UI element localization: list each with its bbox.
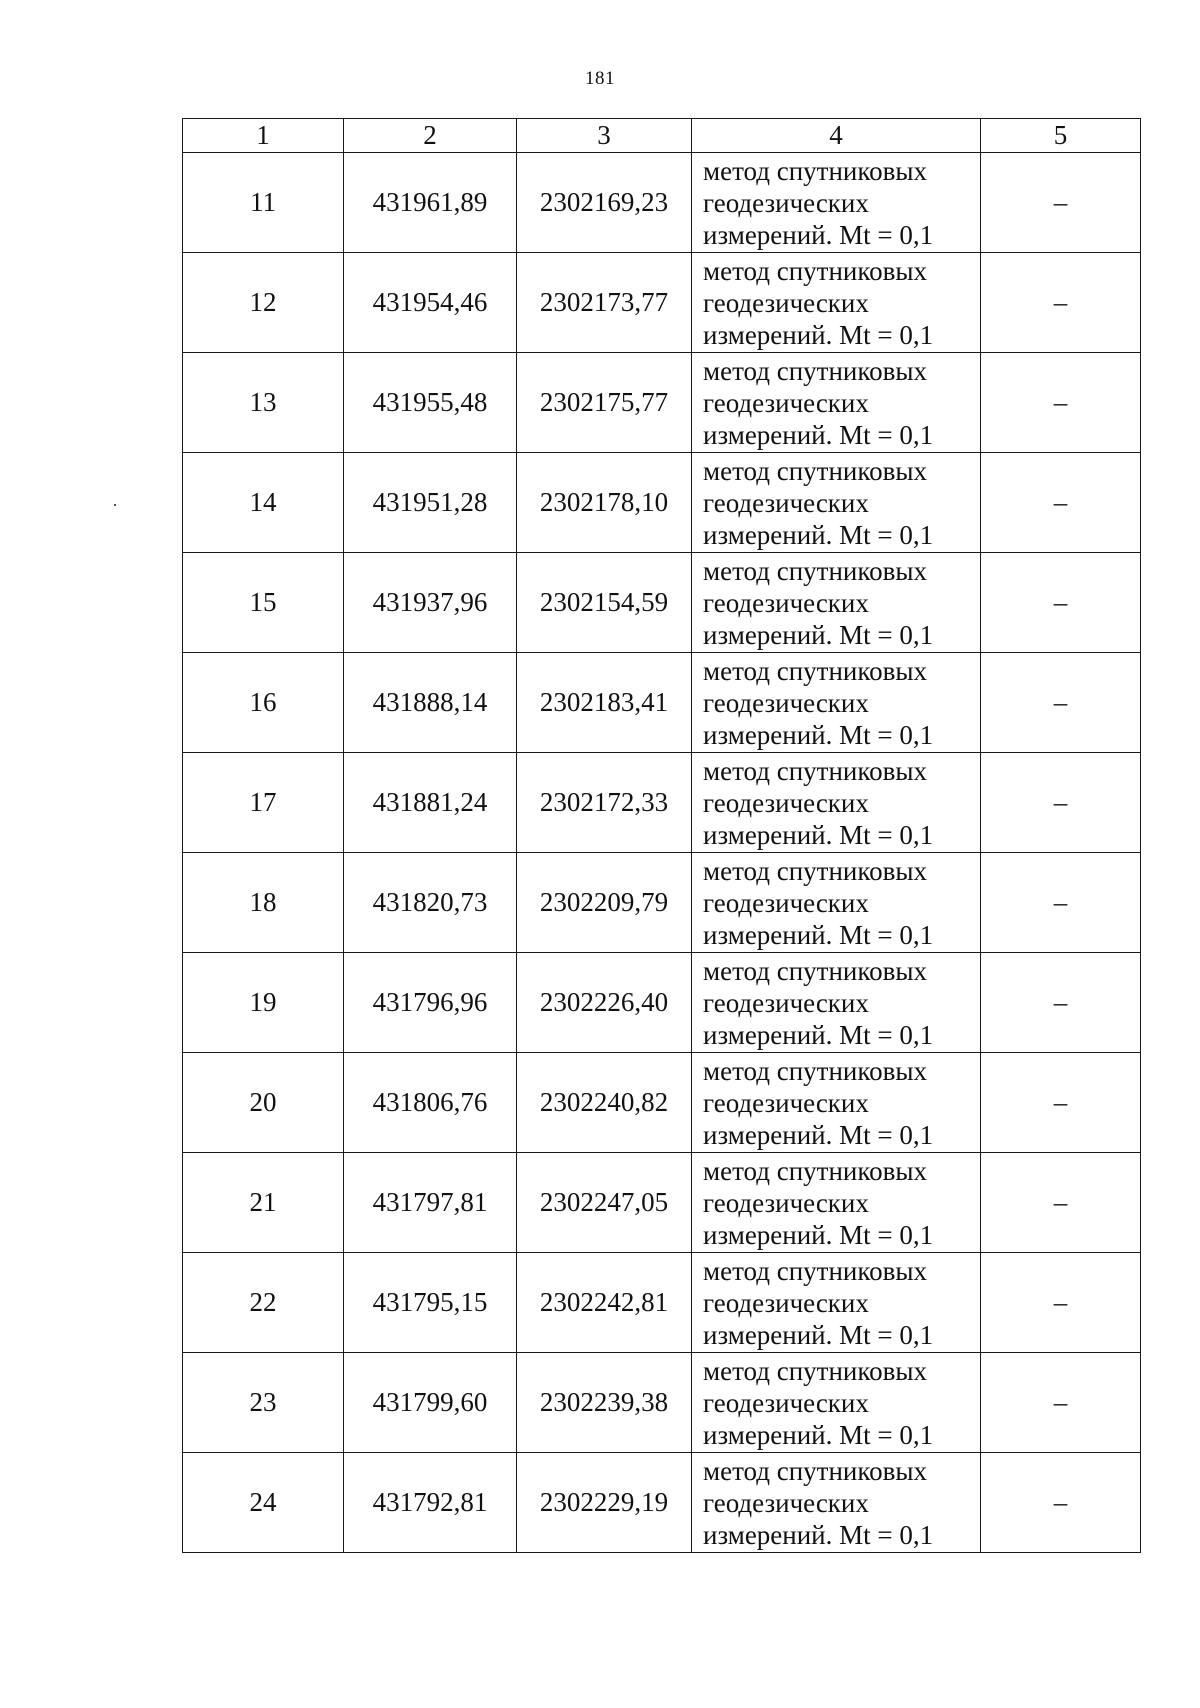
method-line-1: метод спутниковых: [703, 755, 927, 786]
method-cell: [692, 353, 981, 453]
y-coordinate-cell: 2302239,38: [517, 1353, 692, 1453]
table-row: [183, 253, 1141, 353]
method-line-1: метод спутниковых: [703, 1455, 927, 1486]
method-line-2: геодезических: [703, 687, 869, 718]
header-cell-4: 4: [692, 119, 981, 153]
note-cell: –: [981, 1153, 1141, 1253]
x-coordinate-cell: 431937,96: [344, 553, 517, 653]
point-number-cell: 15: [183, 553, 344, 653]
table-row: [183, 753, 1141, 853]
point-number-cell: 16: [183, 653, 344, 753]
point-number-cell: 17: [183, 753, 344, 853]
x-coordinate-cell: 431888,14: [344, 653, 517, 753]
method-cell: [692, 1053, 981, 1153]
y-coordinate-cell: 2302178,10: [517, 453, 692, 553]
table-row: [183, 653, 1141, 753]
method-line-1: метод спутниковых: [703, 655, 927, 686]
method-line-1: метод спутниковых: [703, 155, 927, 186]
method-line-3: измерений. Mt = 0,1: [703, 1419, 934, 1450]
x-coordinate-cell: 431961,89: [344, 153, 517, 253]
method-line-2: геодезических: [703, 487, 869, 518]
x-coordinate-cell: 431792,81: [344, 1453, 517, 1553]
method-line-2: геодезических: [703, 887, 869, 918]
y-coordinate-cell: 2302240,82: [517, 1053, 692, 1153]
table-row: [183, 853, 1141, 953]
method-line-2: геодезических: [703, 987, 869, 1018]
point-number-cell: 24: [183, 1453, 344, 1553]
method-cell: [692, 853, 981, 953]
point-number-cell: 18: [183, 853, 344, 953]
method-cell: [692, 653, 981, 753]
method-line-1: метод спутниковых: [703, 955, 927, 986]
x-coordinate-cell: 431799,60: [344, 1353, 517, 1453]
x-coordinate-cell: 431797,81: [344, 1153, 517, 1253]
table-row: [183, 553, 1141, 653]
method-line-2: геодезических: [703, 187, 869, 218]
method-line-3: измерений. Mt = 0,1: [703, 419, 934, 450]
method-line-3: измерений. Mt = 0,1: [703, 219, 934, 250]
method-line-3: измерений. Mt = 0,1: [703, 719, 934, 750]
method-line-2: геодезических: [703, 587, 869, 618]
note-cell: –: [981, 1253, 1141, 1353]
method-line-3: измерений. Mt = 0,1: [703, 1119, 934, 1150]
method-cell: [692, 1453, 981, 1553]
scan-speck: [114, 504, 116, 506]
coordinates-table: [182, 118, 1141, 1553]
y-coordinate-cell: 2302247,05: [517, 1153, 692, 1253]
point-number-cell: 13: [183, 353, 344, 453]
method-line-2: геодезических: [703, 1487, 869, 1518]
method-cell: [692, 453, 981, 553]
note-cell: –: [981, 853, 1141, 953]
table-body: [183, 153, 1141, 1553]
method-line-2: геодезических: [703, 1287, 869, 1318]
table-row: [183, 153, 1141, 253]
note-cell: –: [981, 253, 1141, 353]
method-cell: [692, 153, 981, 253]
method-line-1: метод спутниковых: [703, 1355, 927, 1386]
method-line-2: геодезических: [703, 387, 869, 418]
method-line-1: метод спутниковых: [703, 1155, 927, 1186]
table-row: [183, 953, 1141, 1053]
method-line-3: измерений. Mt = 0,1: [703, 1019, 934, 1050]
table-header: [183, 119, 1141, 153]
y-coordinate-cell: 2302175,77: [517, 353, 692, 453]
y-coordinate-cell: 2302229,19: [517, 1453, 692, 1553]
method-line-3: измерений. Mt = 0,1: [703, 1319, 934, 1350]
x-coordinate-cell: 431954,46: [344, 253, 517, 353]
y-coordinate-cell: 2302169,23: [517, 153, 692, 253]
table-row: [183, 1053, 1141, 1153]
header-cell-1: 1: [183, 119, 344, 153]
x-coordinate-cell: 431795,15: [344, 1253, 517, 1353]
method-cell: [692, 953, 981, 1053]
method-line-3: измерений. Mt = 0,1: [703, 519, 934, 550]
table-row: [183, 1353, 1141, 1453]
method-line-1: метод спутниковых: [703, 555, 927, 586]
method-line-3: измерений. Mt = 0,1: [703, 919, 934, 950]
y-coordinate-cell: 2302242,81: [517, 1253, 692, 1353]
method-line-1: метод спутниковых: [703, 255, 927, 286]
table-row: [183, 1453, 1141, 1553]
method-line-3: измерений. Mt = 0,1: [703, 819, 934, 850]
note-cell: –: [981, 153, 1141, 253]
table-row: [183, 453, 1141, 553]
note-cell: –: [981, 453, 1141, 553]
header-cell-2: 2: [344, 119, 517, 153]
note-cell: –: [981, 1453, 1141, 1553]
x-coordinate-cell: 431806,76: [344, 1053, 517, 1153]
method-cell: [692, 1353, 981, 1453]
point-number-cell: 12: [183, 253, 344, 353]
page-number: 181: [585, 68, 615, 89]
y-coordinate-cell: 2302154,59: [517, 553, 692, 653]
x-coordinate-cell: 431951,28: [344, 453, 517, 553]
method-cell: [692, 553, 981, 653]
method-line-1: метод спутниковых: [703, 455, 927, 486]
note-cell: –: [981, 353, 1141, 453]
x-coordinate-cell: 431796,96: [344, 953, 517, 1053]
point-number-cell: 11: [183, 153, 344, 253]
method-line-2: геодезических: [703, 787, 869, 818]
note-cell: –: [981, 753, 1141, 853]
y-coordinate-cell: 2302172,33: [517, 753, 692, 853]
header-cell-5: 5: [981, 119, 1141, 153]
table-row: [183, 1153, 1141, 1253]
note-cell: –: [981, 553, 1141, 653]
method-line-1: метод спутниковых: [703, 1055, 927, 1086]
method-cell: [692, 1153, 981, 1253]
point-number-cell: 21: [183, 1153, 344, 1253]
point-number-cell: 19: [183, 953, 344, 1053]
point-number-cell: 23: [183, 1353, 344, 1453]
y-coordinate-cell: 2302183,41: [517, 653, 692, 753]
note-cell: –: [981, 1353, 1141, 1453]
method-line-2: геодезических: [703, 1087, 869, 1118]
y-coordinate-cell: 2302173,77: [517, 253, 692, 353]
note-cell: –: [981, 653, 1141, 753]
point-number-cell: 20: [183, 1053, 344, 1153]
method-line-2: геодезических: [703, 1187, 869, 1218]
table-row: [183, 1253, 1141, 1353]
y-coordinate-cell: 2302226,40: [517, 953, 692, 1053]
method-line-2: геодезических: [703, 1387, 869, 1418]
y-coordinate-cell: 2302209,79: [517, 853, 692, 953]
table-row: [183, 353, 1141, 453]
x-coordinate-cell: 431955,48: [344, 353, 517, 453]
method-cell: [692, 253, 981, 353]
method-line-3: измерений. Mt = 0,1: [703, 319, 934, 350]
method-line-3: измерений. Mt = 0,1: [703, 1519, 934, 1550]
header-row: [183, 119, 1141, 153]
method-line-3: измерений. Mt = 0,1: [703, 1219, 934, 1250]
method-line-2: геодезических: [703, 287, 869, 318]
method-line-1: метод спутниковых: [703, 355, 927, 386]
method-cell: [692, 1253, 981, 1353]
method-line-3: измерений. Mt = 0,1: [703, 619, 934, 650]
method-line-1: метод спутниковых: [703, 855, 927, 886]
point-number-cell: 14: [183, 453, 344, 553]
method-cell: [692, 753, 981, 853]
point-number-cell: 22: [183, 1253, 344, 1353]
header-cell-3: 3: [517, 119, 692, 153]
x-coordinate-cell: 431820,73: [344, 853, 517, 953]
note-cell: –: [981, 1053, 1141, 1153]
note-cell: –: [981, 953, 1141, 1053]
method-line-1: метод спутниковых: [703, 1255, 927, 1286]
x-coordinate-cell: 431881,24: [344, 753, 517, 853]
